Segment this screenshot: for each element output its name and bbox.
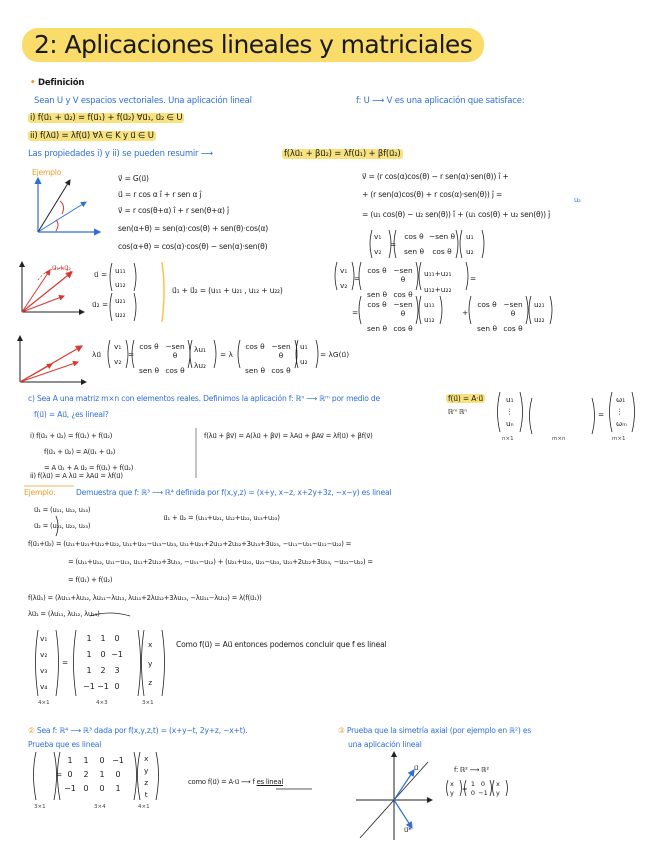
ex3-fmap: f: ℝ² ⟶ ℝ²	[454, 766, 489, 774]
scalar-graph	[20, 336, 86, 382]
ej1-r1: v⃗ = (r cos(α)cos(θ) − r sen(α)·sen(θ)) î +	[362, 172, 509, 181]
ej1-l3: v⃗ = r cos(θ+α) î + r sen(θ+α) ĵ	[118, 206, 229, 215]
definition-line1: Sean U y V espacios vectoriales. Una aplicación lineal	[34, 96, 252, 106]
summary-intro: Las propiedades i) y ii) se pueden resumir ⟶	[28, 149, 213, 159]
c-ii1: ii) f(λu⃗) = A λu⃗ = λAu⃗ = λf(u⃗)	[30, 472, 123, 480]
ej1-r-label: u₂	[574, 196, 581, 204]
example2-statement: Demuestra que f: ℝ³ ⟶ ℝ⁴ definida por f(x,y,z) = (x+y, x−z, x+2y+3z, −x−y) es lineal	[76, 488, 392, 497]
ex2-line2: Prueba que es lineal	[28, 740, 102, 749]
rotation-matrix-b: cos θ −sen θ sen θ cos θ	[477, 300, 523, 333]
c-fdom: ℝᵐ ℝⁿ	[448, 408, 467, 416]
ex3-line2: una aplicación lineal	[348, 740, 422, 749]
u2-label: u⃗₂ =	[92, 300, 109, 309]
symmetry-graph	[356, 752, 432, 840]
ex3-u-label: u⃗	[414, 764, 419, 772]
vector-u: u₁ u₂	[466, 232, 474, 256]
ej2-v-vector: v₁ v₂ v₃ v₄	[40, 634, 48, 691]
section-label-definicion: • Definición	[30, 78, 85, 88]
ej2-f3: = f(u⃗₁) + f(u⃗₂)	[68, 576, 113, 584]
ej1-r2: + (r sen(α)cos(θ) + r cos(α)·sen(θ)) ĵ =	[362, 190, 503, 199]
ex2-line1: ② Sea f: ℝ⁴ ⟶ ℝ³ dada por f(x,y,z,t) = (x+y−t, 2y+z, −x+t).	[28, 726, 248, 735]
ej2-u1: u⃗₁ = (u₁₁, u₁₂, u₁₃)	[34, 506, 91, 514]
c-line2: f(u⃗) = Au⃗, ¿es lineal?	[34, 410, 109, 419]
sum-rotation-matrix: cos θ −sen θ sen θ cos θ	[367, 266, 413, 299]
ej1-l1: v⃗ = G(u⃗)	[118, 174, 149, 183]
ej2-matrix-A: 1 1 0 1 0 −1 1 2 3 −1 −1 0	[83, 634, 123, 691]
yellow-brace	[162, 262, 164, 322]
rotation-matrix: cos θ −sen θ sen θ cos θ	[404, 232, 456, 256]
lambda-label: λu⃗	[92, 350, 102, 359]
matrix-brackets-c	[498, 392, 635, 434]
rotation-matrix-a: cos θ −sen θ sen θ cos θ	[367, 300, 413, 333]
c-right: f(λu⃗ + βv⃗) = A(λu⃗ + βv⃗) = λAu⃗ + βAv⃗ = λf(u⃗) + βf(v⃗)	[204, 432, 373, 440]
ej2-sum: u⃗₁ + u⃗₂ = (u₁₁+u₂₁, u₁₂+u₂₂, u₁₃+u₂₃)	[163, 514, 280, 522]
ej2-conclusion: Como f(u⃗) = Au⃗ entonces podemos concluir que f es lineal	[176, 640, 387, 649]
c-i2: f(u⃗₁ + u⃗₂) = A(u⃗₁ + u⃗₂)	[44, 448, 116, 456]
ex3-u-prime: u⃗*	[404, 826, 412, 834]
c-line1: c) Sea A una matriz m×n con elementos reales. Definimos la aplicación f: ℝⁿ ⟶ ℝᵐ por medio de	[28, 394, 381, 403]
sum-graph-label: u⃗₁+u⃗₂	[52, 264, 71, 272]
rotation-graph-1	[38, 178, 100, 232]
example1-label: Ejemplo	[32, 168, 62, 177]
c-fdef: f(u⃗) = A·u⃗	[448, 394, 484, 403]
ej1-r3: = (u₁ cos(θ) − u₂ sen(θ)) î + (u₁ cos(θ) + u₂ sen(θ)) ĵ	[362, 210, 551, 219]
c-i1: i) f(u⃗₁ + u⃗₂) = f(u⃗₁) + f(u⃗₂)	[30, 432, 113, 440]
ex3-matrix: 1 0 0 −1	[470, 780, 488, 797]
ej1-l2: u⃗ = r cos α î + r sen α ĵ	[118, 190, 202, 199]
ex3-line1: ③ Prueba que la simetría axial (por ejemplo en ℝ²) es	[338, 726, 532, 735]
ej2-u2: u⃗₂ = (u₂₁, u₂₂, u₂₃)	[34, 522, 91, 530]
sum-formula: u⃗₁ + u⃗₂ = (u₁₁ + u₂₁ , u₁₂ + u₂₂)	[172, 286, 283, 295]
page-title: 2: Aplicaciones lineales y matriciales	[22, 28, 484, 62]
sum-vector-v: v₁ v₂	[340, 266, 348, 290]
ej2-f4: f(λu⃗₁) = (λu₁₁+λu₁₂, λu₁₁−λu₁₃, λu₁₁+2λu₁₂+3λu₁₃, −λu₁₁−λu₁₂) = λ(f(u⃗₁))	[28, 594, 262, 602]
property-i: i) f(u⃗₁ + u⃗₂) = f(u⃗₁) + f(u⃗₂) ∀u⃗₁, u⃗₂ ∈ U	[30, 113, 183, 123]
ej2-f2: = (u₁₁+u₁₂, u₁₁−u₁₃, u₁₁+2u₁₂+3u₁₃, −u₁₁−u₁₂) + (u₂₁+u₂₂, u₂₁−u₂₃, u₂₁+2u₂₂+3u₂₃, −u₂₁−u₂₂) =	[68, 558, 373, 566]
u1-label: u⃗ =	[94, 270, 108, 279]
ej2-x-vector: x y z	[148, 640, 153, 687]
u1-vector: u₁₁ u₁₂	[115, 266, 126, 289]
c-w-vector: ω₁ ⋮ ωₘ	[616, 395, 627, 428]
c-u-vector: u₁ ⋮ uₙ	[506, 395, 514, 428]
c-i3: = A u⃗₁ + A u⃗₂ = f(u⃗₁) + f(u⃗₂)	[44, 464, 134, 472]
ex2-conclusion: como f(u⃗) = A·u⃗ ⟶ f es lineal	[188, 778, 284, 786]
vector-v: v₁ v₂	[374, 232, 382, 256]
summary-formula: f(λu⃗₁ + βu⃗₂) = λf(u⃗₁) + βf(u⃗₂)	[284, 149, 401, 159]
u2-vector: u₂₁ u₂₂	[115, 296, 126, 319]
ej2-f1: f(u⃗₁+u⃗₂) = (u₁₁+u₂₁+u₁₂+u₂₂, u₁₁+u₂₁−u₁₃−u₂₃, u₁₁+u₂₁+2u₁₂+2u₂₂+3u₁₃+3u₂₃, −u₁₁−u₂₁−u₁₂−u₂₂) =	[28, 540, 352, 548]
example2-label: Ejemplo:	[24, 488, 56, 497]
ex2-x-vector: x y z t	[144, 754, 149, 799]
ej2-f5: λu⃗₁ = (λu₁₁, λu₁₂, λu₁₃)	[28, 610, 100, 618]
ej1-l4: sen(α+θ) = sen(α)·cos(θ) + sen(θ)·cos(α)	[118, 224, 269, 233]
ex2-matrix-A: 1 1 0 −1 0 2 1 0 −1 0 0 1	[64, 756, 124, 793]
property-ii: ii) f(λu⃗) = λf(u⃗) ∀λ ∈ K y u⃗ ∈ U	[30, 131, 154, 141]
lambda-eq-tail: = λG(u⃗)	[320, 350, 350, 359]
definition-line1b: f: U ⟶ V es una aplicación que satisface:	[356, 96, 525, 106]
ej1-l5: cos(α+θ) = cos(α)·cos(θ) − sen(α)·sen(θ)	[118, 242, 268, 251]
bullet-icon: •	[30, 78, 38, 88]
